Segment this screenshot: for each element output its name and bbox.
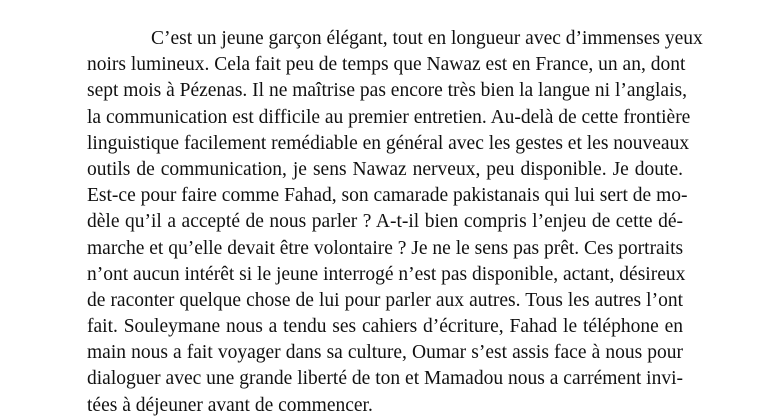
paragraph-line: Est-ce pour faire comme Fahad, son camarade pakistanais qui lui sert de mo- (87, 185, 688, 207)
paragraph-line: dialoguer avec une grande liberté de ton et Mamadou nous a carrément invi- (87, 368, 683, 390)
paragraph-line: marche et qu’elle devait être volontaire ? Je ne le sens pas prêt. Ces portraits (87, 237, 684, 259)
paragraph-line: de raconter quelque chose de lui pour parler aux autres. Tous les autres l’ont (87, 289, 683, 311)
paragraph-line: C’est un jeune garçon élégant, tout en longueur avec d’immenses yeux (151, 28, 703, 49)
paragraph-line: linguistique facilement remédiable en général avec les gestes et les nouveaux (87, 132, 690, 154)
paragraph-line: fait. Souleymane nous a tendu ses cahiers d’écriture, Fahad le téléphone en (87, 316, 683, 338)
paragraph-line: sept mois à Pézenas. Il ne maîtrise pas encore très bien la langue ni l’anglais, (87, 80, 687, 102)
body-paragraph (87, 26, 703, 419)
paragraph-line: main nous a fait voyager dans sa culture, Oumar s’est assis face à nous pour (87, 342, 683, 364)
paragraph-line: la communication est difficile au premier entretien. Au-delà de cette frontière (87, 106, 691, 128)
paragraph-line: dèle qu’il a accepté de nous parler ? A-t-il bien compris l’enjeu de cette dé- (87, 211, 683, 233)
paragraph-line: noirs lumineux. Cela fait peu de temps que Nawaz est en France, un an, dont (87, 54, 686, 76)
paragraph-line: n’ont aucun intérêt si le jeune interrogé n’est pas disponible, actant, désireux (87, 263, 686, 285)
paragraph-line: outils de communication, je sens Nawaz nerveux, peu disponible. Je doute. (87, 158, 683, 180)
paragraph-line: tées à déjeuner avant de commencer. (87, 394, 373, 416)
